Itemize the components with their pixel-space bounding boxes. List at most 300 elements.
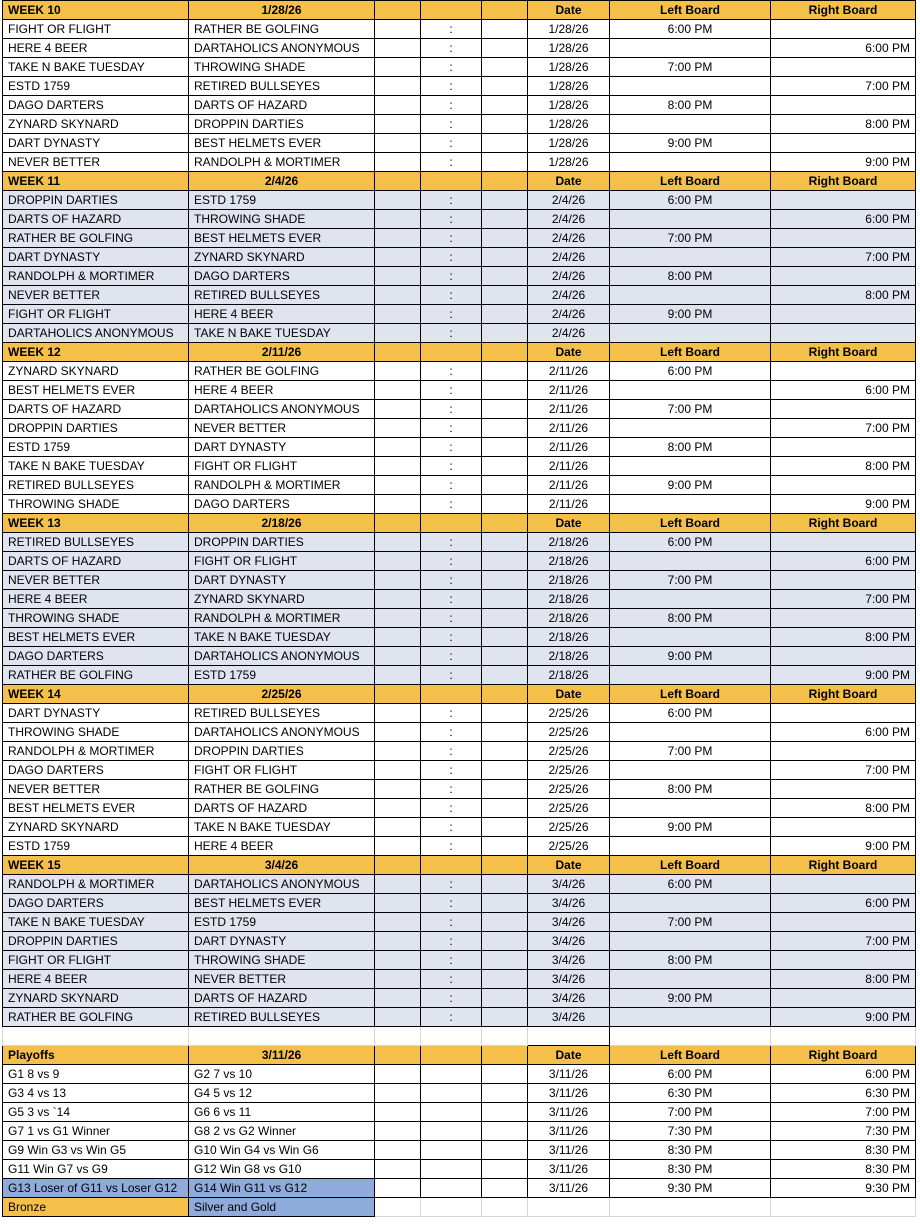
match-date-cell[interactable]: 2/18/26 <box>528 571 610 590</box>
empty-cell[interactable] <box>375 229 421 248</box>
empty-cell[interactable] <box>375 305 421 324</box>
away-team-cell[interactable]: DAGO DARTERS <box>189 495 375 514</box>
right-board-time-cell[interactable]: 7:00 PM <box>771 248 916 267</box>
empty-cell[interactable] <box>482 742 528 761</box>
separator-cell[interactable]: : <box>421 628 482 647</box>
home-team-cell[interactable]: DARTAHOLICS ANONYMOUS <box>3 324 189 343</box>
match-date-cell[interactable]: 2/18/26 <box>528 666 610 685</box>
empty-cell[interactable] <box>610 1198 771 1217</box>
away-team-cell[interactable]: RETIRED BULLSEYES <box>189 704 375 723</box>
home-team-cell[interactable]: RANDOLPH & MORTIMER <box>3 267 189 286</box>
empty-cell[interactable] <box>482 780 528 799</box>
empty-cell[interactable] <box>482 989 528 1008</box>
empty-cell[interactable] <box>375 894 421 913</box>
separator-cell[interactable]: : <box>421 362 482 381</box>
match-date-cell[interactable]: 1/28/26 <box>528 134 610 153</box>
home-team-cell[interactable]: ESTD 1759 <box>3 77 189 96</box>
left-board-time-cell[interactable]: 6:00 PM <box>610 875 771 894</box>
separator-cell[interactable]: : <box>421 970 482 989</box>
separator-cell[interactable]: : <box>421 457 482 476</box>
playoff-left-board-time-cell[interactable]: 6:00 PM <box>610 1065 771 1084</box>
home-team-cell[interactable]: FIGHT OR FLIGHT <box>3 951 189 970</box>
left-board-time-cell[interactable] <box>610 590 771 609</box>
left-board-time-cell[interactable] <box>610 115 771 134</box>
home-team-cell[interactable]: ZYNARD SKYNARD <box>3 362 189 381</box>
playoff-right-board-time-cell[interactable]: 7:00 PM <box>771 1103 916 1122</box>
playoff-left-game-cell[interactable]: G1 8 vs 9 <box>3 1065 189 1084</box>
empty-cell[interactable] <box>482 609 528 628</box>
empty-cell[interactable] <box>375 1065 421 1084</box>
home-team-cell[interactable]: RATHER BE GOLFING <box>3 1008 189 1027</box>
right-board-time-cell[interactable] <box>771 134 916 153</box>
match-date-cell[interactable]: 2/25/26 <box>528 818 610 837</box>
left-board-time-cell[interactable] <box>610 210 771 229</box>
away-team-cell[interactable]: HERE 4 BEER <box>189 381 375 400</box>
empty-cell[interactable] <box>375 970 421 989</box>
empty-cell[interactable] <box>375 552 421 571</box>
away-team-cell[interactable]: TAKE N BAKE TUESDAY <box>189 818 375 837</box>
left-board-time-cell[interactable]: 9:00 PM <box>610 989 771 1008</box>
empty-cell[interactable] <box>482 438 528 457</box>
left-board-time-cell[interactable]: 6:00 PM <box>610 20 771 39</box>
left-board-time-cell[interactable]: 7:00 PM <box>610 58 771 77</box>
empty-cell[interactable] <box>482 647 528 666</box>
right-board-time-cell[interactable] <box>771 818 916 837</box>
match-date-cell[interactable]: 2/18/26 <box>528 628 610 647</box>
right-board-time-cell[interactable] <box>771 780 916 799</box>
empty-cell[interactable] <box>482 96 528 115</box>
away-team-cell[interactable]: RETIRED BULLSEYES <box>189 1008 375 1027</box>
right-board-time-cell[interactable] <box>771 571 916 590</box>
separator-cell[interactable]: : <box>421 533 482 552</box>
empty-cell[interactable] <box>482 324 528 343</box>
match-date-cell[interactable]: 2/11/26 <box>528 419 610 438</box>
away-team-cell[interactable]: DART DYNASTY <box>189 571 375 590</box>
right-board-time-cell[interactable] <box>771 229 916 248</box>
right-board-time-cell[interactable]: 6:00 PM <box>771 552 916 571</box>
away-team-cell[interactable]: RANDOLPH & MORTIMER <box>189 609 375 628</box>
spacer-cell[interactable] <box>189 1027 375 1046</box>
spacer-cell[interactable] <box>375 1027 421 1046</box>
left-board-time-cell[interactable] <box>610 552 771 571</box>
match-date-cell[interactable]: 2/4/26 <box>528 324 610 343</box>
empty-cell[interactable] <box>482 1160 528 1179</box>
home-team-cell[interactable]: RATHER BE GOLFING <box>3 666 189 685</box>
playoff-left-board-time-cell[interactable]: 6:30 PM <box>610 1084 771 1103</box>
away-team-cell[interactable]: FIGHT OR FLIGHT <box>189 552 375 571</box>
empty-cell[interactable] <box>482 951 528 970</box>
spacer-cell[interactable] <box>482 1027 528 1046</box>
empty-cell[interactable] <box>421 1122 482 1141</box>
away-team-cell[interactable]: RANDOLPH & MORTIMER <box>189 153 375 172</box>
playoff-right-board-time-cell[interactable]: 8:30 PM <box>771 1141 916 1160</box>
home-team-cell[interactable]: TAKE N BAKE TUESDAY <box>3 913 189 932</box>
empty-cell[interactable] <box>421 1065 482 1084</box>
match-date-cell[interactable]: 2/11/26 <box>528 457 610 476</box>
empty-cell[interactable] <box>482 1065 528 1084</box>
right-board-time-cell[interactable]: 6:00 PM <box>771 210 916 229</box>
left-board-time-cell[interactable] <box>610 761 771 780</box>
separator-cell[interactable]: : <box>421 742 482 761</box>
separator-cell[interactable]: : <box>421 96 482 115</box>
home-team-cell[interactable]: NEVER BETTER <box>3 571 189 590</box>
playoff-right-game-cell[interactable]: G8 2 vs G2 Winner <box>189 1122 375 1141</box>
empty-cell[interactable] <box>375 818 421 837</box>
home-team-cell[interactable]: DAGO DARTERS <box>3 761 189 780</box>
separator-cell[interactable]: : <box>421 438 482 457</box>
home-team-cell[interactable]: DAGO DARTERS <box>3 647 189 666</box>
away-team-cell[interactable]: RETIRED BULLSEYES <box>189 286 375 305</box>
right-board-time-cell[interactable]: 8:00 PM <box>771 628 916 647</box>
playoff-right-game-cell[interactable]: G14 Win G11 vs G12 <box>189 1179 375 1198</box>
right-board-time-cell[interactable]: 8:00 PM <box>771 457 916 476</box>
match-date-cell[interactable]: 3/4/26 <box>528 932 610 951</box>
empty-cell[interactable] <box>482 495 528 514</box>
empty-cell[interactable] <box>375 799 421 818</box>
away-team-cell[interactable]: DAGO DARTERS <box>189 267 375 286</box>
empty-cell[interactable] <box>375 590 421 609</box>
empty-cell[interactable] <box>375 742 421 761</box>
left-board-time-cell[interactable] <box>610 77 771 96</box>
right-board-time-cell[interactable]: 6:00 PM <box>771 381 916 400</box>
separator-cell[interactable]: : <box>421 286 482 305</box>
empty-cell[interactable] <box>375 951 421 970</box>
home-team-cell[interactable]: DROPPIN DARTIES <box>3 419 189 438</box>
empty-cell[interactable] <box>482 1122 528 1141</box>
left-board-time-cell[interactable] <box>610 628 771 647</box>
separator-cell[interactable]: : <box>421 381 482 400</box>
right-board-time-cell[interactable] <box>771 704 916 723</box>
right-board-time-cell[interactable] <box>771 609 916 628</box>
home-team-cell[interactable]: ESTD 1759 <box>3 438 189 457</box>
empty-cell[interactable] <box>421 1160 482 1179</box>
spacer-cell[interactable] <box>610 1027 771 1046</box>
empty-cell[interactable] <box>375 58 421 77</box>
empty-cell[interactable] <box>482 267 528 286</box>
empty-cell[interactable] <box>375 837 421 856</box>
spacer-cell[interactable] <box>3 1027 189 1046</box>
empty-cell[interactable] <box>482 210 528 229</box>
home-team-cell[interactable]: HERE 4 BEER <box>3 39 189 58</box>
match-date-cell[interactable]: 2/4/26 <box>528 210 610 229</box>
empty-cell[interactable] <box>375 1084 421 1103</box>
away-team-cell[interactable]: HERE 4 BEER <box>189 305 375 324</box>
match-date-cell[interactable]: 2/25/26 <box>528 742 610 761</box>
away-team-cell[interactable]: ESTD 1759 <box>189 191 375 210</box>
playoff-date-cell[interactable]: 3/11/26 <box>528 1122 610 1141</box>
empty-cell[interactable] <box>482 115 528 134</box>
left-board-time-cell[interactable] <box>610 153 771 172</box>
empty-cell[interactable] <box>482 590 528 609</box>
separator-cell[interactable]: : <box>421 58 482 77</box>
left-board-time-cell[interactable] <box>610 495 771 514</box>
empty-cell[interactable] <box>421 1198 482 1217</box>
empty-cell[interactable] <box>375 875 421 894</box>
separator-cell[interactable]: : <box>421 590 482 609</box>
playoff-left-board-time-cell[interactable]: 8:30 PM <box>610 1141 771 1160</box>
away-team-cell[interactable]: DROPPIN DARTIES <box>189 533 375 552</box>
empty-cell[interactable] <box>375 419 421 438</box>
empty-cell[interactable] <box>482 818 528 837</box>
home-team-cell[interactable]: RETIRED BULLSEYES <box>3 476 189 495</box>
left-board-time-cell[interactable] <box>610 324 771 343</box>
spacer-cell[interactable] <box>528 1027 610 1046</box>
home-team-cell[interactable]: DART DYNASTY <box>3 704 189 723</box>
empty-cell[interactable] <box>482 913 528 932</box>
empty-cell[interactable] <box>375 1008 421 1027</box>
left-board-time-cell[interactable] <box>610 799 771 818</box>
empty-cell[interactable] <box>375 932 421 951</box>
empty-cell[interactable] <box>482 932 528 951</box>
right-board-time-cell[interactable]: 7:00 PM <box>771 77 916 96</box>
separator-cell[interactable]: : <box>421 419 482 438</box>
separator-cell[interactable]: : <box>421 951 482 970</box>
away-team-cell[interactable]: DARTAHOLICS ANONYMOUS <box>189 875 375 894</box>
empty-cell[interactable] <box>375 533 421 552</box>
empty-cell[interactable] <box>482 761 528 780</box>
away-team-cell[interactable]: DROPPIN DARTIES <box>189 742 375 761</box>
empty-cell[interactable] <box>375 210 421 229</box>
match-date-cell[interactable]: 2/4/26 <box>528 267 610 286</box>
playoff-date-cell[interactable]: 3/11/26 <box>528 1141 610 1160</box>
empty-cell[interactable] <box>375 666 421 685</box>
playoff-date-cell[interactable]: 3/11/26 <box>528 1103 610 1122</box>
home-team-cell[interactable]: BEST HELMETS EVER <box>3 799 189 818</box>
home-team-cell[interactable]: DAGO DARTERS <box>3 894 189 913</box>
playoff-date-cell[interactable]: 3/11/26 <box>528 1160 610 1179</box>
empty-cell[interactable] <box>375 476 421 495</box>
empty-cell[interactable] <box>482 552 528 571</box>
home-team-cell[interactable]: RATHER BE GOLFING <box>3 229 189 248</box>
away-team-cell[interactable]: DARTAHOLICS ANONYMOUS <box>189 723 375 742</box>
home-team-cell[interactable]: DARTS OF HAZARD <box>3 400 189 419</box>
empty-cell[interactable] <box>421 1084 482 1103</box>
home-team-cell[interactable]: RANDOLPH & MORTIMER <box>3 875 189 894</box>
match-date-cell[interactable]: 3/4/26 <box>528 1008 610 1027</box>
home-team-cell[interactable]: DARTS OF HAZARD <box>3 210 189 229</box>
away-team-cell[interactable]: NEVER BETTER <box>189 970 375 989</box>
playoff-left-board-time-cell[interactable]: 9:30 PM <box>610 1179 771 1198</box>
left-board-time-cell[interactable] <box>610 248 771 267</box>
right-board-time-cell[interactable] <box>771 305 916 324</box>
empty-cell[interactable] <box>482 666 528 685</box>
playoff-left-game-cell[interactable]: G3 4 vs 13 <box>3 1084 189 1103</box>
match-date-cell[interactable]: 1/28/26 <box>528 96 610 115</box>
separator-cell[interactable]: : <box>421 20 482 39</box>
separator-cell[interactable]: : <box>421 571 482 590</box>
separator-cell[interactable]: : <box>421 305 482 324</box>
separator-cell[interactable]: : <box>421 495 482 514</box>
right-board-time-cell[interactable]: 8:00 PM <box>771 286 916 305</box>
away-team-cell[interactable]: BEST HELMETS EVER <box>189 894 375 913</box>
right-board-time-cell[interactable] <box>771 476 916 495</box>
left-board-time-cell[interactable]: 7:00 PM <box>610 571 771 590</box>
playoff-date-cell[interactable]: 3/11/26 <box>528 1065 610 1084</box>
playoff-left-game-cell[interactable]: G9 Win G3 vs Win G5 <box>3 1141 189 1160</box>
separator-cell[interactable]: : <box>421 400 482 419</box>
empty-cell[interactable] <box>375 381 421 400</box>
home-team-cell[interactable]: HERE 4 BEER <box>3 970 189 989</box>
right-board-time-cell[interactable]: 6:00 PM <box>771 39 916 58</box>
empty-cell[interactable] <box>482 571 528 590</box>
playoff-left-game-cell[interactable]: G11 Win G7 vs G9 <box>3 1160 189 1179</box>
empty-cell[interactable] <box>375 438 421 457</box>
home-team-cell[interactable]: BEST HELMETS EVER <box>3 628 189 647</box>
right-board-time-cell[interactable]: 7:00 PM <box>771 761 916 780</box>
left-board-time-cell[interactable] <box>610 286 771 305</box>
separator-cell[interactable]: : <box>421 780 482 799</box>
empty-cell[interactable] <box>771 1198 916 1217</box>
empty-cell[interactable] <box>482 457 528 476</box>
playoff-right-board-time-cell[interactable]: 6:30 PM <box>771 1084 916 1103</box>
empty-cell[interactable] <box>375 780 421 799</box>
right-board-time-cell[interactable] <box>771 913 916 932</box>
match-date-cell[interactable]: 2/4/26 <box>528 248 610 267</box>
empty-cell[interactable] <box>482 362 528 381</box>
right-board-time-cell[interactable]: 9:00 PM <box>771 495 916 514</box>
home-team-cell[interactable]: ZYNARD SKYNARD <box>3 818 189 837</box>
match-date-cell[interactable]: 3/4/26 <box>528 951 610 970</box>
empty-cell[interactable] <box>482 533 528 552</box>
away-team-cell[interactable]: DARTS OF HAZARD <box>189 799 375 818</box>
right-board-time-cell[interactable] <box>771 96 916 115</box>
home-team-cell[interactable]: TAKE N BAKE TUESDAY <box>3 457 189 476</box>
match-date-cell[interactable]: 2/18/26 <box>528 647 610 666</box>
left-board-time-cell[interactable]: 9:00 PM <box>610 476 771 495</box>
right-board-time-cell[interactable] <box>771 989 916 1008</box>
separator-cell[interactable]: : <box>421 818 482 837</box>
empty-cell[interactable] <box>375 609 421 628</box>
right-board-time-cell[interactable] <box>771 58 916 77</box>
home-team-cell[interactable]: NEVER BETTER <box>3 780 189 799</box>
right-board-time-cell[interactable]: 8:00 PM <box>771 799 916 818</box>
away-team-cell[interactable]: DARTAHOLICS ANONYMOUS <box>189 647 375 666</box>
away-team-cell[interactable]: THROWING SHADE <box>189 210 375 229</box>
away-team-cell[interactable]: DARTAHOLICS ANONYMOUS <box>189 400 375 419</box>
separator-cell[interactable]: : <box>421 875 482 894</box>
match-date-cell[interactable]: 2/18/26 <box>528 533 610 552</box>
right-board-time-cell[interactable]: 9:00 PM <box>771 837 916 856</box>
left-board-time-cell[interactable]: 8:00 PM <box>610 96 771 115</box>
empty-cell[interactable] <box>482 381 528 400</box>
left-board-time-cell[interactable]: 9:00 PM <box>610 818 771 837</box>
match-date-cell[interactable]: 2/11/26 <box>528 476 610 495</box>
match-date-cell[interactable]: 3/4/26 <box>528 894 610 913</box>
separator-cell[interactable]: : <box>421 134 482 153</box>
playoff-right-game-cell[interactable]: G4 5 vs 12 <box>189 1084 375 1103</box>
playoff-left-board-time-cell[interactable]: 7:30 PM <box>610 1122 771 1141</box>
right-board-time-cell[interactable] <box>771 20 916 39</box>
separator-cell[interactable]: : <box>421 989 482 1008</box>
separator-cell[interactable]: : <box>421 666 482 685</box>
empty-cell[interactable] <box>375 723 421 742</box>
left-board-time-cell[interactable] <box>610 457 771 476</box>
empty-cell[interactable] <box>482 77 528 96</box>
separator-cell[interactable]: : <box>421 191 482 210</box>
left-board-time-cell[interactable]: 9:00 PM <box>610 647 771 666</box>
right-board-time-cell[interactable]: 9:00 PM <box>771 153 916 172</box>
playoff-left-game-cell[interactable]: G7 1 vs G1 Winner <box>3 1122 189 1141</box>
playoff-right-board-time-cell[interactable]: 6:00 PM <box>771 1065 916 1084</box>
separator-cell[interactable]: : <box>421 153 482 172</box>
left-board-time-cell[interactable] <box>610 381 771 400</box>
away-team-cell[interactable]: RATHER BE GOLFING <box>189 362 375 381</box>
home-team-cell[interactable]: THROWING SHADE <box>3 609 189 628</box>
empty-cell[interactable] <box>375 704 421 723</box>
away-team-cell[interactable]: BEST HELMETS EVER <box>189 134 375 153</box>
playoff-left-board-time-cell[interactable]: 7:00 PM <box>610 1103 771 1122</box>
empty-cell[interactable] <box>482 153 528 172</box>
match-date-cell[interactable]: 2/11/26 <box>528 438 610 457</box>
away-team-cell[interactable]: RETIRED BULLSEYES <box>189 77 375 96</box>
right-board-time-cell[interactable] <box>771 742 916 761</box>
left-board-time-cell[interactable]: 8:00 PM <box>610 780 771 799</box>
right-board-time-cell[interactable]: 7:00 PM <box>771 932 916 951</box>
match-date-cell[interactable]: 2/11/26 <box>528 495 610 514</box>
home-team-cell[interactable]: DARTS OF HAZARD <box>3 552 189 571</box>
match-date-cell[interactable]: 2/18/26 <box>528 609 610 628</box>
empty-cell[interactable] <box>375 1122 421 1141</box>
match-date-cell[interactable]: 3/4/26 <box>528 913 610 932</box>
empty-cell[interactable] <box>375 571 421 590</box>
left-board-time-cell[interactable]: 6:00 PM <box>610 533 771 552</box>
match-date-cell[interactable]: 2/18/26 <box>528 552 610 571</box>
away-team-cell[interactable]: NEVER BETTER <box>189 419 375 438</box>
empty-cell[interactable] <box>528 1198 610 1217</box>
empty-cell[interactable] <box>375 191 421 210</box>
home-team-cell[interactable]: DAGO DARTERS <box>3 96 189 115</box>
home-team-cell[interactable]: BEST HELMETS EVER <box>3 381 189 400</box>
empty-cell[interactable] <box>375 286 421 305</box>
spacer-cell[interactable] <box>771 1027 916 1046</box>
match-date-cell[interactable]: 3/4/26 <box>528 970 610 989</box>
match-date-cell[interactable]: 1/28/26 <box>528 153 610 172</box>
left-board-time-cell[interactable]: 8:00 PM <box>610 951 771 970</box>
left-board-time-cell[interactable]: 9:00 PM <box>610 134 771 153</box>
right-board-time-cell[interactable]: 8:00 PM <box>771 115 916 134</box>
separator-cell[interactable]: : <box>421 324 482 343</box>
match-date-cell[interactable]: 1/28/26 <box>528 39 610 58</box>
empty-cell[interactable] <box>482 58 528 77</box>
empty-cell[interactable] <box>375 324 421 343</box>
empty-cell[interactable] <box>482 1179 528 1198</box>
right-board-time-cell[interactable] <box>771 951 916 970</box>
right-board-time-cell[interactable] <box>771 875 916 894</box>
match-date-cell[interactable]: 2/18/26 <box>528 590 610 609</box>
separator-cell[interactable]: : <box>421 704 482 723</box>
away-team-cell[interactable]: ZYNARD SKYNARD <box>189 248 375 267</box>
empty-cell[interactable] <box>421 1179 482 1198</box>
empty-cell[interactable] <box>482 628 528 647</box>
empty-cell[interactable] <box>375 495 421 514</box>
empty-cell[interactable] <box>375 153 421 172</box>
home-team-cell[interactable]: THROWING SHADE <box>3 723 189 742</box>
empty-cell[interactable] <box>482 1103 528 1122</box>
empty-cell[interactable] <box>375 77 421 96</box>
left-board-time-cell[interactable]: 7:00 PM <box>610 229 771 248</box>
separator-cell[interactable]: : <box>421 723 482 742</box>
match-date-cell[interactable]: 1/28/26 <box>528 20 610 39</box>
separator-cell[interactable]: : <box>421 248 482 267</box>
right-board-time-cell[interactable]: 6:00 PM <box>771 723 916 742</box>
match-date-cell[interactable]: 3/4/26 <box>528 989 610 1008</box>
match-date-cell[interactable]: 2/4/26 <box>528 305 610 324</box>
separator-cell[interactable]: : <box>421 913 482 932</box>
away-team-cell[interactable]: DART DYNASTY <box>189 438 375 457</box>
empty-cell[interactable] <box>482 476 528 495</box>
left-board-time-cell[interactable] <box>610 666 771 685</box>
left-board-time-cell[interactable]: 6:00 PM <box>610 362 771 381</box>
